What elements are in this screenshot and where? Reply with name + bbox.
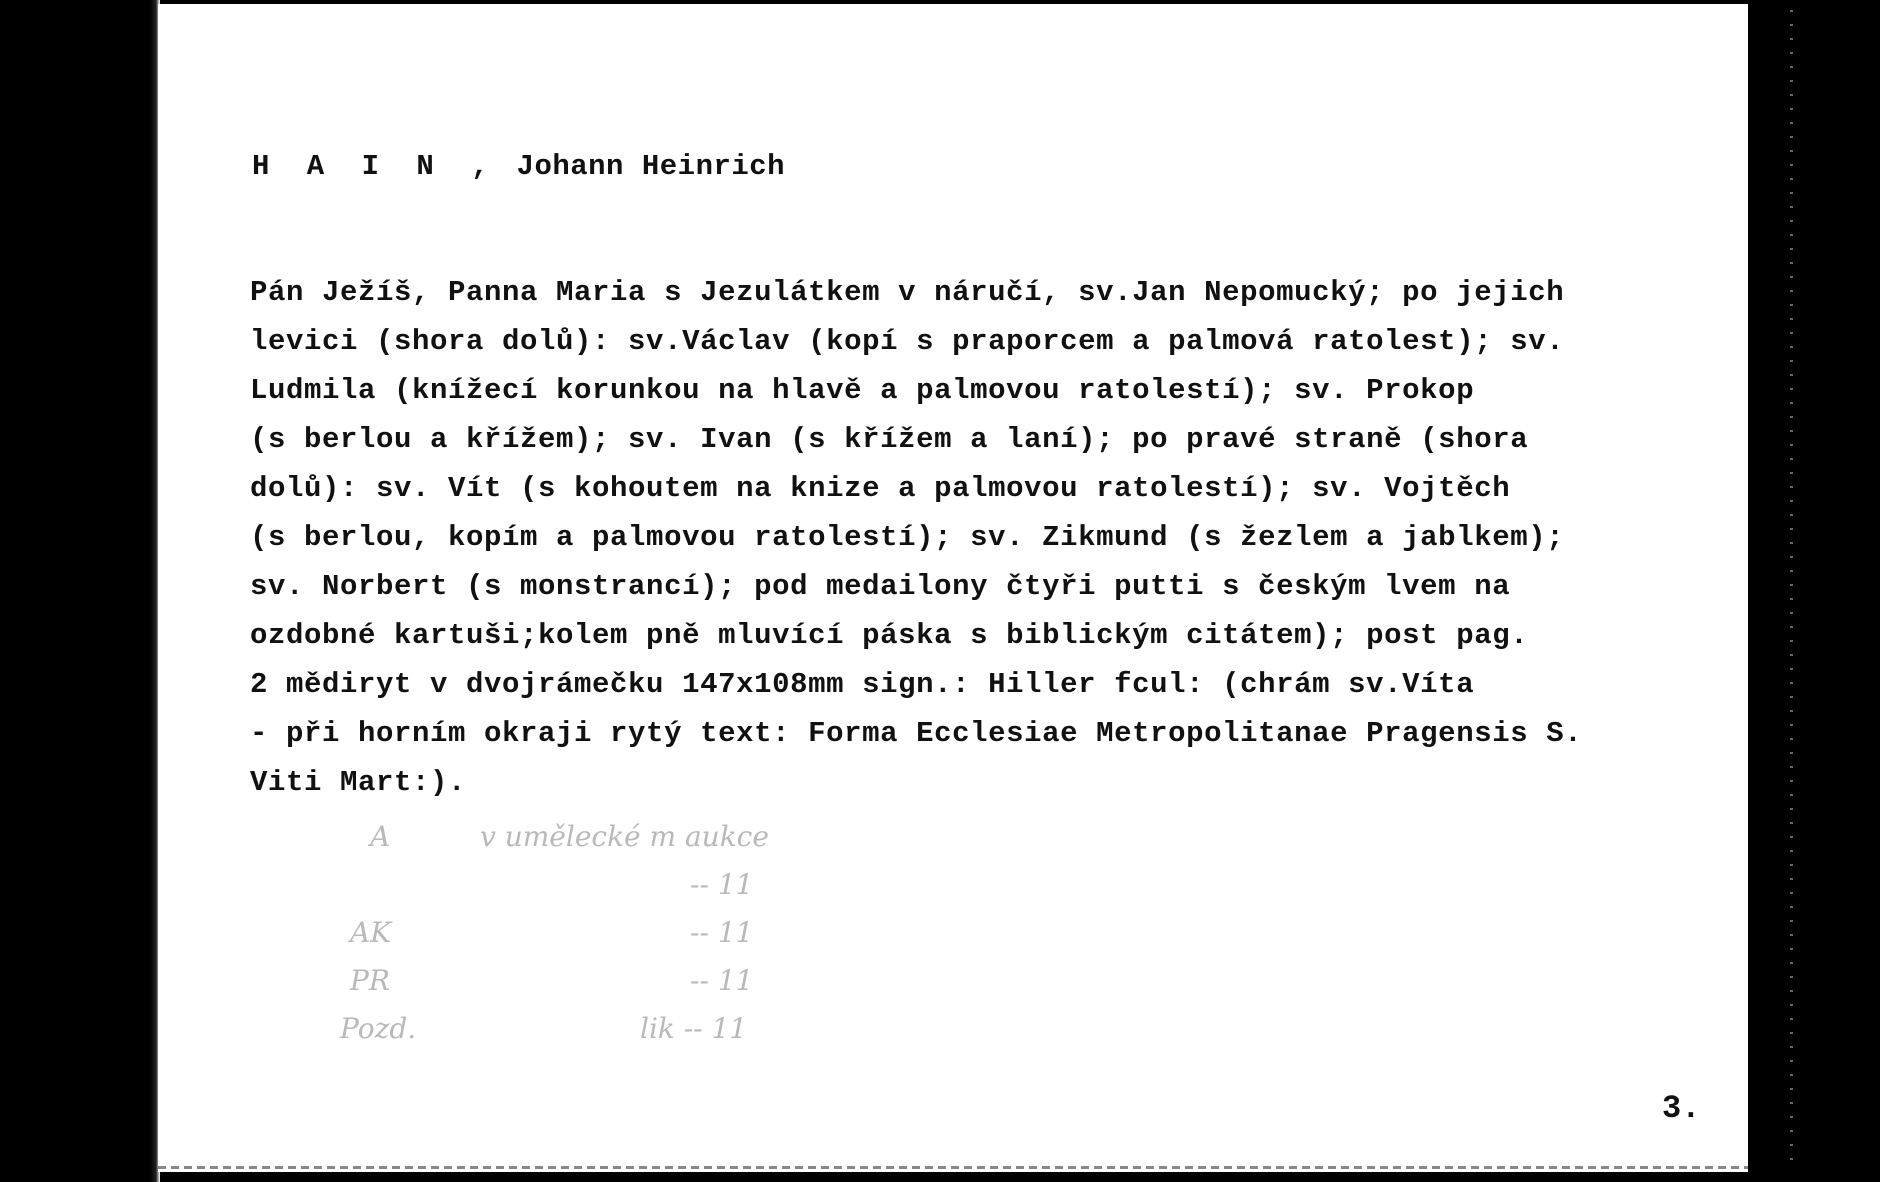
description-line: Pán Ježíš, Panna Maria s Jezulátkem v náručí, sv.Jan Nepomucký; po jejich <box>250 276 1565 309</box>
note-left: AK <box>350 916 392 949</box>
description-line: ozdobné kartuši;kolem pně mluvící páska s biblickým citátem); post pag. <box>250 619 1529 652</box>
description-line: Ludmila (knížecí korunkou na hlavě a palmovou ratolestí); sv. Prokop <box>250 374 1475 407</box>
scan-dotted-line <box>1790 10 1793 1170</box>
page-number: 3. <box>1662 1090 1701 1127</box>
card-heading <box>252 150 785 183</box>
card-bottom-edge <box>158 1166 1748 1169</box>
description-line: levici (shora dolů): sv.Václav (kopí s praporcem a palmová ratolest); sv. <box>250 325 1565 358</box>
note-right: v umělecké m aukce <box>480 820 769 853</box>
description-line: Viti Mart:). <box>250 766 467 799</box>
note-left: PR <box>350 964 390 997</box>
note-right: -- 11 <box>690 964 754 997</box>
scan-border-right <box>1748 0 1880 1182</box>
card-description <box>250 268 1582 807</box>
description-line: (s berlou a křížem); sv. Ivan (s křížem a laní); po pravé straně (shora <box>250 423 1529 456</box>
note-right: -- 11 <box>690 868 754 901</box>
note-right: lik -- 11 <box>640 1012 748 1045</box>
author-given-names: Johann Heinrich <box>516 150 786 183</box>
author-surname: H A I N , <box>252 150 499 183</box>
description-line: dolů): sv. Vít (s kohoutem na knize a palmovou ratolestí); sv. Vojtěch <box>250 472 1511 505</box>
note-left: Pozd. <box>340 1012 417 1045</box>
description-line: sv. Norbert (s monstrancí); pod medailony čtyři putti s českým lvem na <box>250 570 1511 603</box>
description-line: - při horním okraji rytý text: Forma Ecclesiae Metropolitanae Pragensis S. <box>250 717 1583 750</box>
description-line: (s berlou, kopím a palmovou ratolestí); sv. Zikmund (s žezlem a jablkem); <box>250 521 1565 554</box>
note-left: A <box>370 820 391 853</box>
description-line: 2 mědiryt v dvojrámečku 147x108mm sign.: Hiller fcul: (chrám sv.Víta <box>250 668 1475 701</box>
note-right: -- 11 <box>690 916 754 949</box>
